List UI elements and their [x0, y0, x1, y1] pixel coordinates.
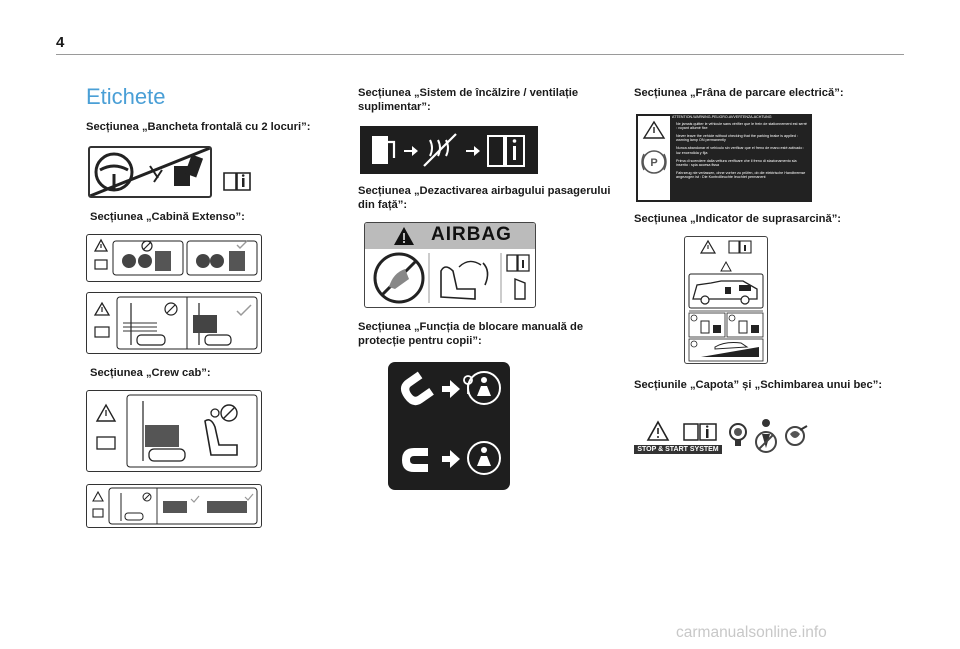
heading-suprasarcina: Secțiunea „Indicator de suprasarcină”: [634, 213, 842, 225]
heading-capota: Secțiunile „Capota” și „Schimbarea unui bec”: [634, 379, 883, 391]
label-overload-indicator [684, 236, 768, 364]
parking-brake-header: ATTENTION-WARNING-PELIGRO-AVVERTENZA-ACHTUNG [672, 115, 772, 119]
heading-airbag: Secțiunea „Dezactivarea airbagului pasagerului din față”: [358, 185, 611, 211]
airbag-header [365, 223, 535, 249]
stop-start-banner: STOP & START SYSTEM [634, 445, 722, 454]
label-cabina-seat-warning-1 [86, 234, 262, 282]
parking-line-de: Fahrzeug nie verlassen, ohne vorher zu prüfen, ob die elektrische Handbremse angezogen ist : Die Kontrollleuchte leuchtet permanent [676, 170, 806, 180]
label-crew-seat-warning-1 [86, 390, 262, 472]
parking-brake-text [676, 122, 808, 179]
label-crew-seat-warning-2 [86, 484, 262, 528]
watermark: carmanualsonline.info [676, 624, 827, 641]
heading-crew: Secțiunea „Crew cab”: [90, 367, 211, 379]
label-bancheta-steering-warning [88, 146, 212, 198]
label-airbag-warning [364, 222, 536, 308]
label-cabina-seat-warning-2 [86, 292, 262, 354]
manual-book-icon [682, 422, 718, 442]
label-child-lock [388, 362, 510, 490]
label-hood-bulb [634, 418, 814, 458]
parking-line-es: Nunca abandonar el vehículo sin verificar que el freno de mano esté activado : luz encendida y fija [676, 146, 805, 155]
label-parking-brake [636, 114, 812, 202]
parking-brake-symbol-panel [638, 116, 670, 200]
parking-line-it: Prima di scendere dalla vettura verificare che il freno di stazionamento sia inserito : spia accesa fissa [676, 158, 797, 167]
manual-book-icon [222, 170, 252, 192]
heading-cabina: Secțiunea „Cabină Extenso”: [90, 211, 245, 223]
bulb-ring-icon [728, 420, 748, 448]
parking-line-en: Never leave the vehicle without checking that the parking brake is applied : warning lamp ON permanently [676, 134, 798, 143]
heading-bancheta: Secțiunea „Bancheta frontală cu 2 locuri”: [86, 121, 311, 133]
header-divider [56, 54, 904, 55]
person-hazard-icon [754, 418, 778, 456]
page-number: 4 [56, 34, 65, 51]
heading-frana: Secțiunea „Frâna de parcare electrică”: [634, 87, 844, 99]
label-heating-fuel-warning [360, 126, 538, 174]
warning-icon [646, 420, 670, 442]
fan-hazard-icon [784, 424, 808, 448]
heading-incalzire: Secțiunea „Sistem de încălzire / ventilație suplimentar”: [358, 87, 579, 113]
page-title: Etichete [86, 84, 166, 109]
airbag-text: AIRBAG [431, 224, 512, 245]
parking-line-fr: Ne jamais quitter le véhicule sans vérifier que le frein de stationnement est serré : voyant allumé fixe [676, 122, 807, 131]
heading-blocare: Secțiunea „Funcția de blocare manuală de protecție pentru copii”: [358, 321, 584, 347]
svg-text:P: P [650, 157, 658, 169]
